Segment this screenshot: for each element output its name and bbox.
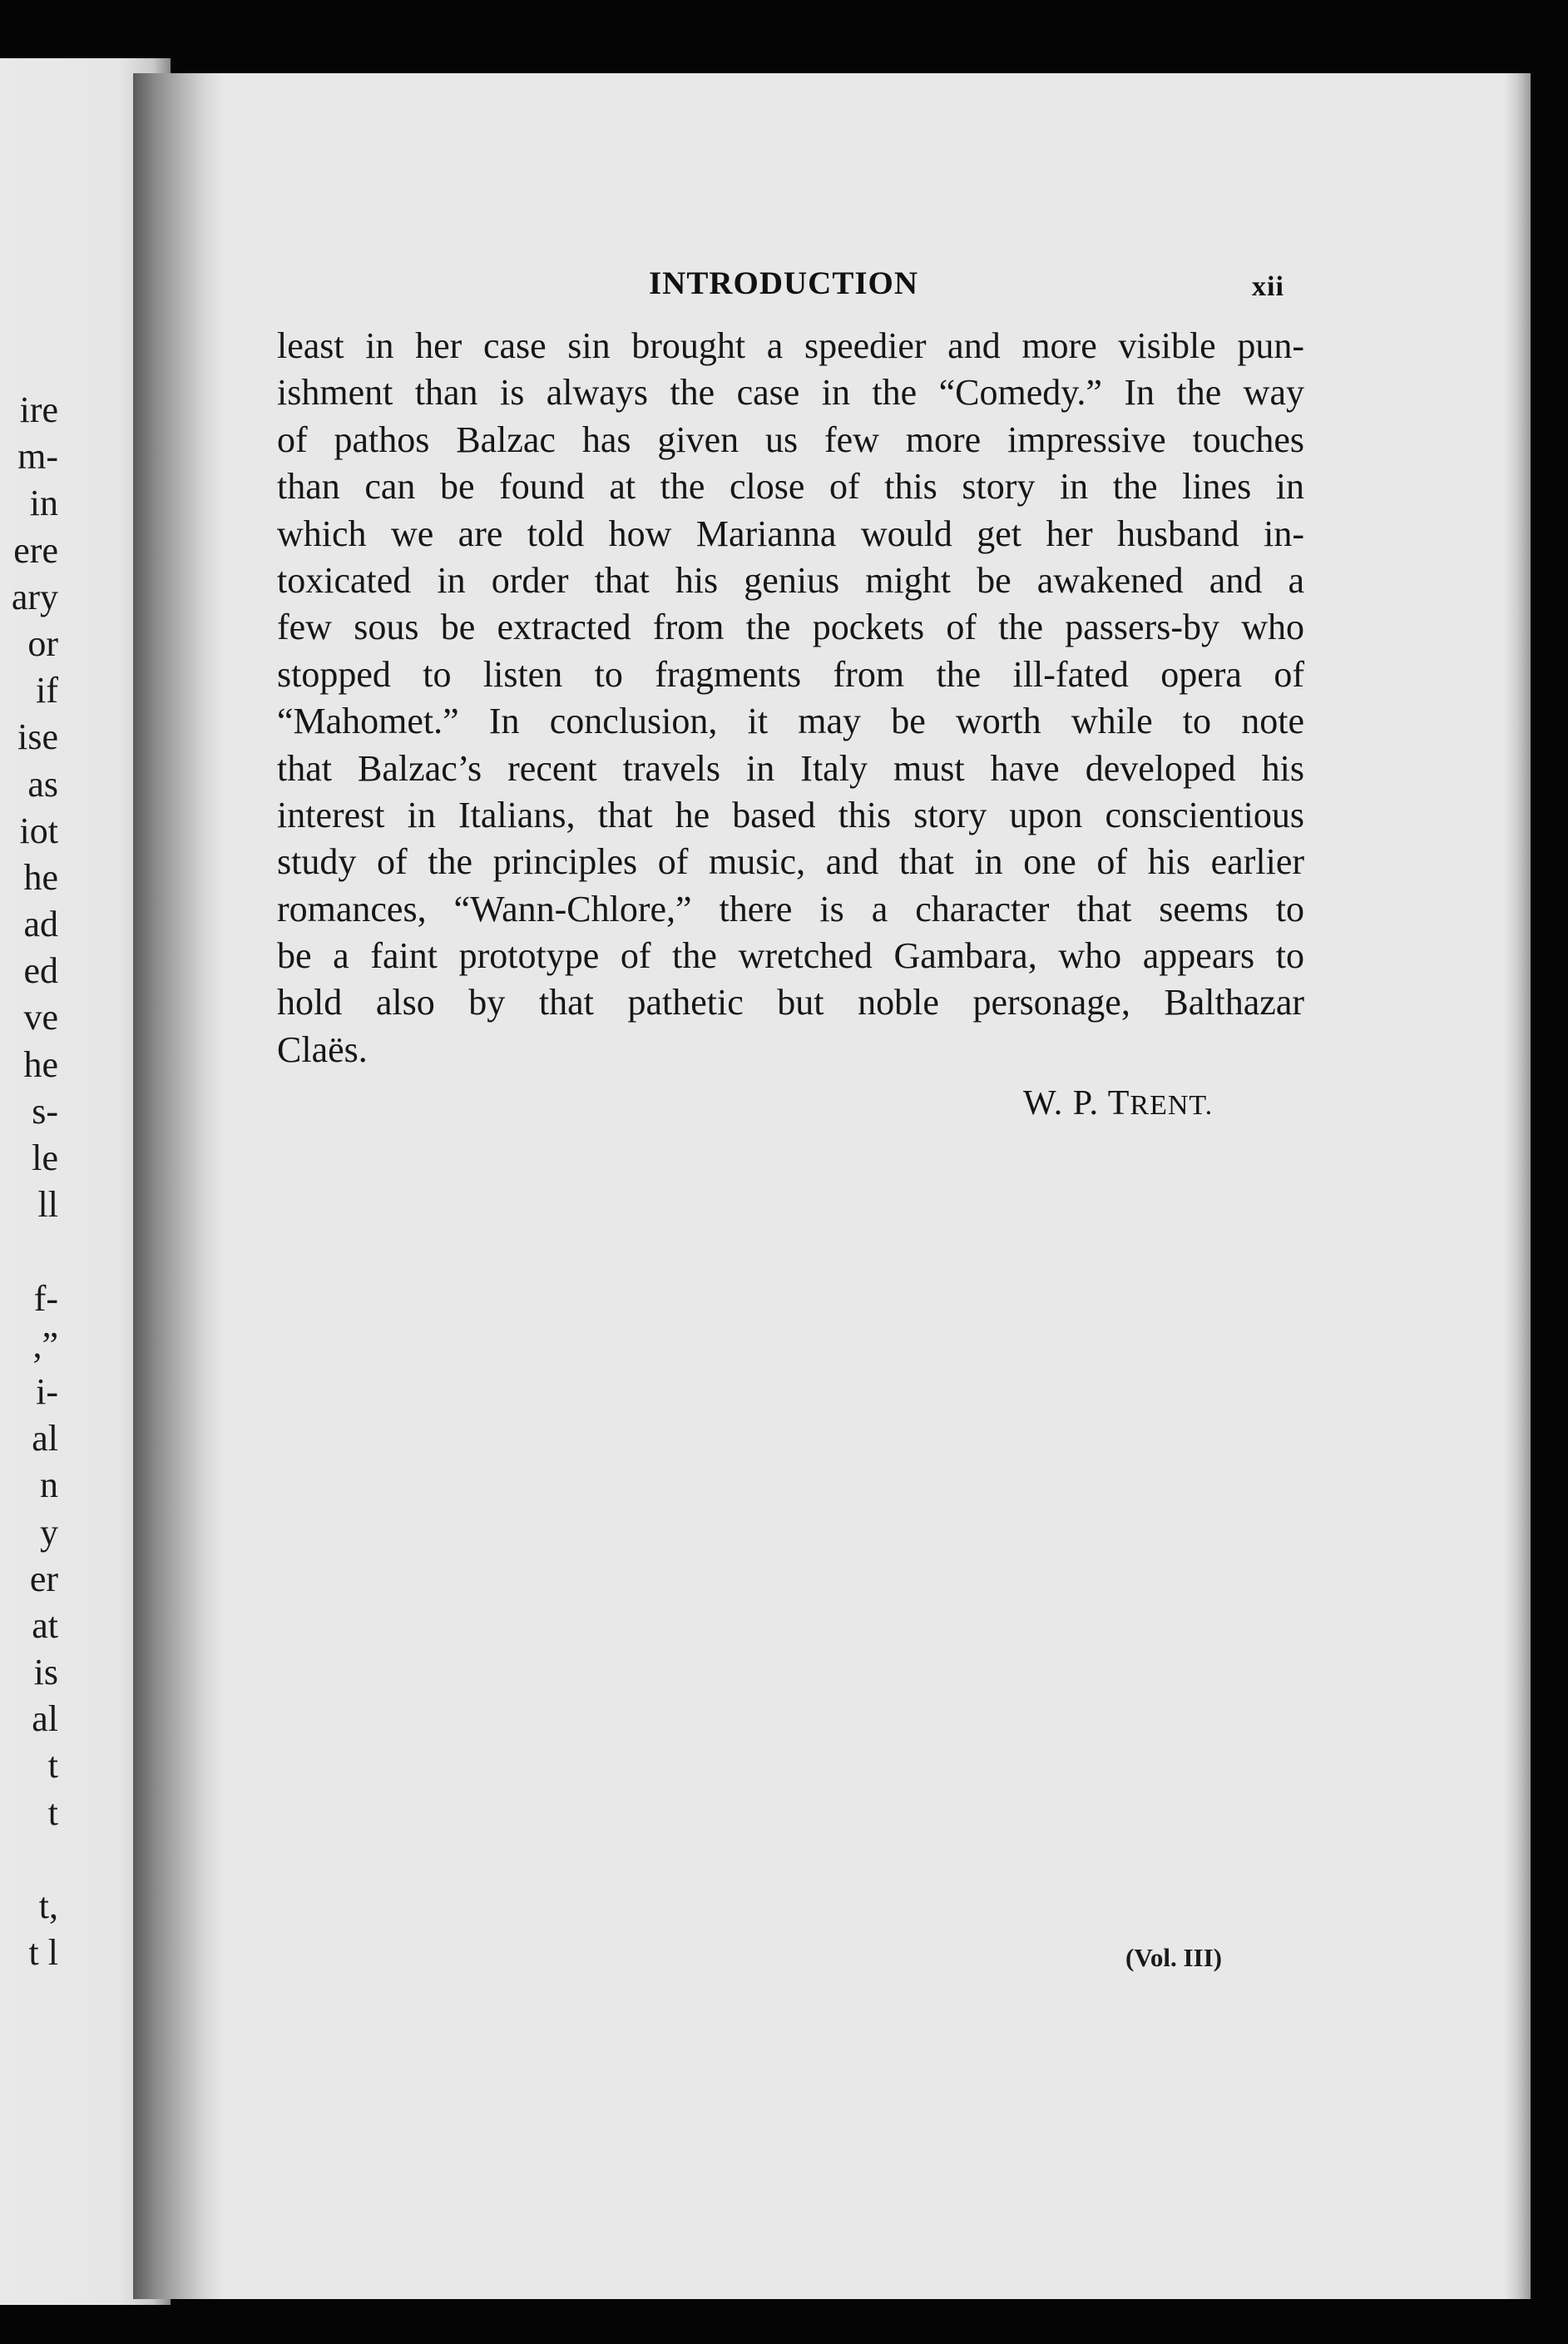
signature-surname: RENT. (1130, 1090, 1214, 1121)
left-page-fragment: iot (19, 810, 58, 851)
left-page-fragment: m- (17, 436, 58, 478)
left-page-fragment: t (47, 1791, 58, 1833)
volume-marker: (Vol. III) (1125, 1943, 1222, 1972)
left-page-fragment: er (29, 1558, 58, 1599)
left-page-fragment: ire (19, 389, 58, 430)
signature-initials: W. P. T (1023, 1084, 1130, 1122)
left-page-fragment: n (40, 1464, 58, 1506)
text-line: hold also by that pathetic but noble personage, Balthazar (277, 982, 1304, 1023)
left-page-fragment: he (23, 856, 58, 898)
left-page-fragment: al (32, 1418, 58, 1459)
left-page-fragment: ed (23, 950, 58, 992)
running-title: INTRODUCTION (649, 265, 919, 301)
text-line: be a faint prototype of the wretched Gambara, who appears to (277, 935, 1304, 977)
page-number: xii (1252, 271, 1284, 302)
left-page-fragment: s- (32, 1090, 58, 1132)
left-page-fragment: is (33, 1652, 58, 1693)
text-line: interest in Italians, that he based this story upon conscientious (277, 794, 1304, 835)
text-line: ishment than is always the case in the “Comedy.” In the way (277, 372, 1304, 414)
left-page-text-fragments (0, 387, 58, 1976)
text-line: least in her case sin brought a speedier and more visible pun- (277, 325, 1304, 366)
left-page-fragment: ve (23, 997, 58, 1038)
left-page-fragment: t (47, 1745, 58, 1786)
left-page-fragment: in (29, 483, 58, 524)
text-line: romances, “Wann-Chlore,” there is a character that seems to (277, 888, 1304, 929)
left-page-fragment: f- (33, 1277, 58, 1319)
text-line: stopped to listen to fragments from the ill-fated opera of (277, 653, 1304, 695)
left-page-fragment: i- (36, 1370, 58, 1412)
author-signature (1023, 1083, 1213, 1123)
left-page-fragment: ary (11, 576, 58, 617)
left-page-fragment: he (23, 1043, 58, 1085)
left-page-fragment: at (32, 1604, 58, 1646)
left-page-fragment: t l (28, 1932, 58, 1974)
text-line: “Mahomet.” In conclusion, it may be worth while to note (277, 701, 1304, 742)
text-line: which we are told how Marianna would get her husband in- (277, 513, 1304, 554)
text-line: than can be found at the close of this story in the lines in (277, 466, 1304, 508)
left-page-fragment: al (32, 1698, 58, 1740)
text-line: of pathos Balzac has given us few more impressive touches (277, 419, 1304, 460)
left-page-fragment: or (27, 622, 58, 664)
binding-shadow (133, 73, 225, 2299)
page-edge-shadow (1504, 73, 1531, 2299)
left-page-fragment: as (27, 763, 58, 805)
text-line: Claës. (277, 1028, 368, 1070)
left-page-fragment: if (36, 670, 58, 711)
text-line: that Balzac’s recent travels in Italy must have developed his (277, 747, 1304, 789)
text-line: few sous be extracted from the pockets of the passers-by who (277, 607, 1304, 648)
body-paragraph (277, 323, 1304, 1073)
left-page-fragment (0, 1228, 58, 1275)
text-line: toxicated in order that his genius might be awakened and a (277, 559, 1304, 601)
left-page-fragment: le (32, 1137, 58, 1178)
left-page-fragment: y (40, 1511, 58, 1553)
left-page-fragment: ,” (32, 1324, 58, 1365)
left-page-fragment: ise (17, 716, 58, 758)
text-line: study of the principles of music, and that in one of his earlier (277, 841, 1304, 883)
left-page-fragment: ad (23, 904, 58, 945)
left-page-fragment: ll (37, 1184, 58, 1226)
left-page-fragment: ere (13, 529, 58, 571)
left-page-fragment (0, 1836, 58, 1883)
left-page-fragment: t, (38, 1886, 58, 1926)
